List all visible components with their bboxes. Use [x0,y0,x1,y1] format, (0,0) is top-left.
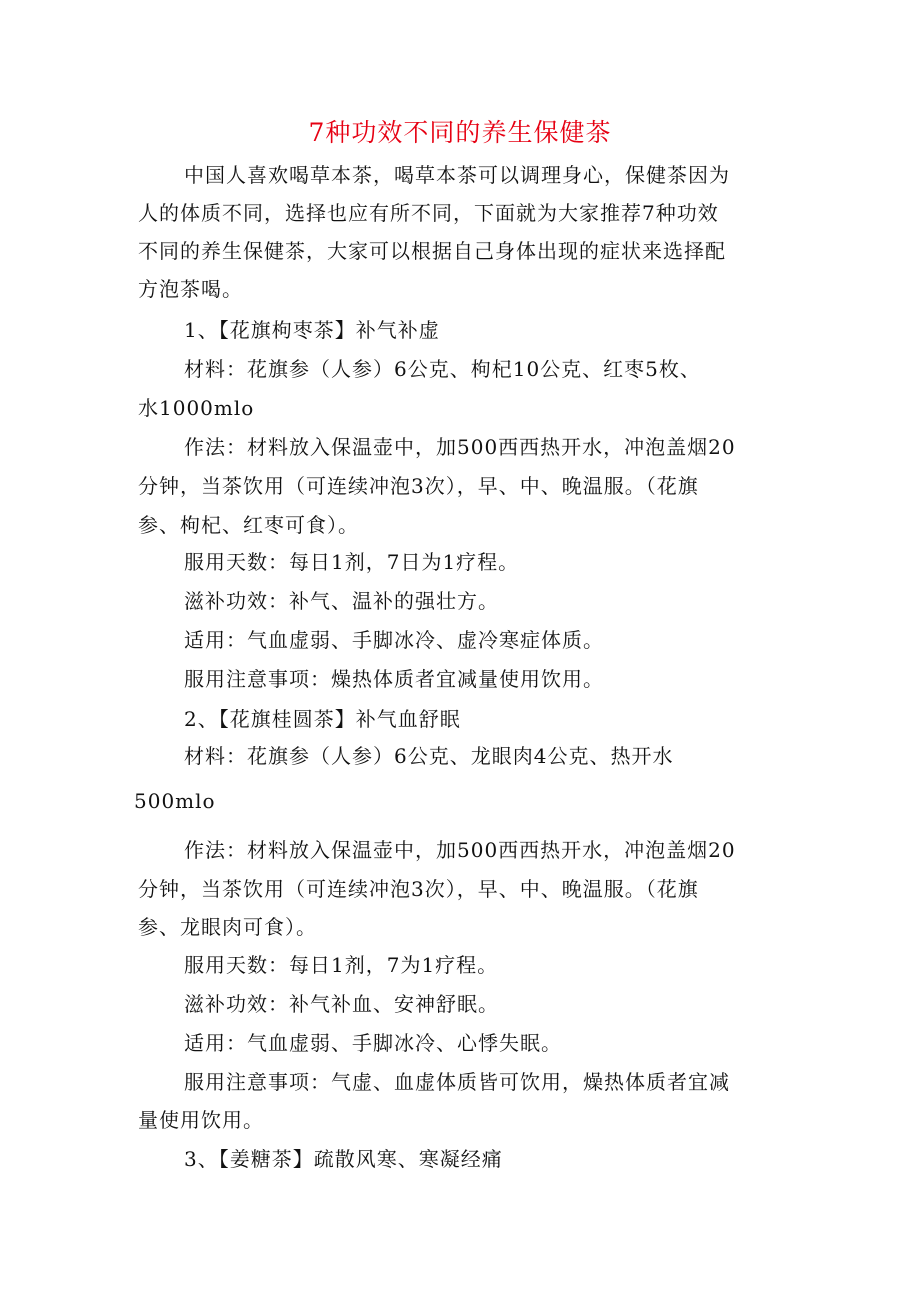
tea-2-materials-cont: 500mlo [134,789,216,813]
tea-1-materials-cont: 水1000mlo [138,396,255,420]
tea-1-materials: 材料：花旗参（人参）6公克、枸杞10公克、红枣5枚、 [184,357,701,381]
tea-1-effect: 滋补功效：补气、温补的强壮方。 [184,589,499,613]
tea-3-heading: 3、【姜糖茶】疏散风寒、寒凝经痛 [184,1147,503,1171]
tea-1-heading: 1、【花旗枸枣茶】补气补虚 [184,318,440,342]
intro-line-3: 不同的养生保健茶，大家可以根据自己身体出现的症状来选择配 [138,239,726,263]
intro-line-2: 人的体质不同，选择也应有所不同，下面就为大家推荐7种功效 [138,201,719,225]
tea-2-materials: 材料：花旗参（人参）6公克、龙眼肉4公克、热开水 [184,744,674,768]
tea-1-method-cont-2: 参、枸杞、红枣可食）。 [138,513,359,537]
tea-2-method-cont-2: 参、龙眼肉可食）。 [138,915,317,939]
tea-2-method: 作法：材料放入保温壶中，加500西西热开水，冲泡盖烟20 [184,838,736,862]
tea-2-suitable: 适用：气血虚弱、手脚冰冷、心悸失眠。 [184,1031,562,1055]
tea-1-method-cont-1: 分钟，当茶饮用（可连续冲泡3次），早、中、晚温服。（花旗 [138,474,699,498]
tea-1-notes: 服用注意事项：燥热体质者宜减量使用饮用。 [184,667,604,691]
tea-2-notes-cont: 量使用饮用。 [138,1108,264,1132]
tea-1-method: 作法：材料放入保温壶中，加500西西热开水，冲泡盖烟20 [184,435,736,459]
intro-line-1: 中国人喜欢喝草本茶，喝草本茶可以调理身心，保健茶因为 [184,163,730,187]
tea-2-effect: 滋补功效：补气补血、安神舒眠。 [184,992,499,1016]
intro-line-4: 方泡茶喝。 [138,277,243,301]
tea-2-notes: 服用注意事项：气虚、血虚体质皆可饮用，燥热体质者宜减 [184,1070,730,1094]
tea-2-method-cont-1: 分钟，当茶饮用（可连续冲泡3次），早、中、晚温服。（花旗 [138,877,699,901]
tea-2-duration: 服用天数：每日1剂，7为1疗程。 [184,953,499,977]
tea-1-suitable: 适用：气血虚弱、手脚冰冷、虚冷寒症体质。 [184,628,604,652]
tea-1-duration: 服用天数：每日1剂，7日为1疗程。 [184,550,520,574]
document-title: 7种功效不同的养生保健茶 [308,118,612,147]
tea-2-heading: 2、【花旗桂圆茶】补气血舒眠 [184,707,461,731]
